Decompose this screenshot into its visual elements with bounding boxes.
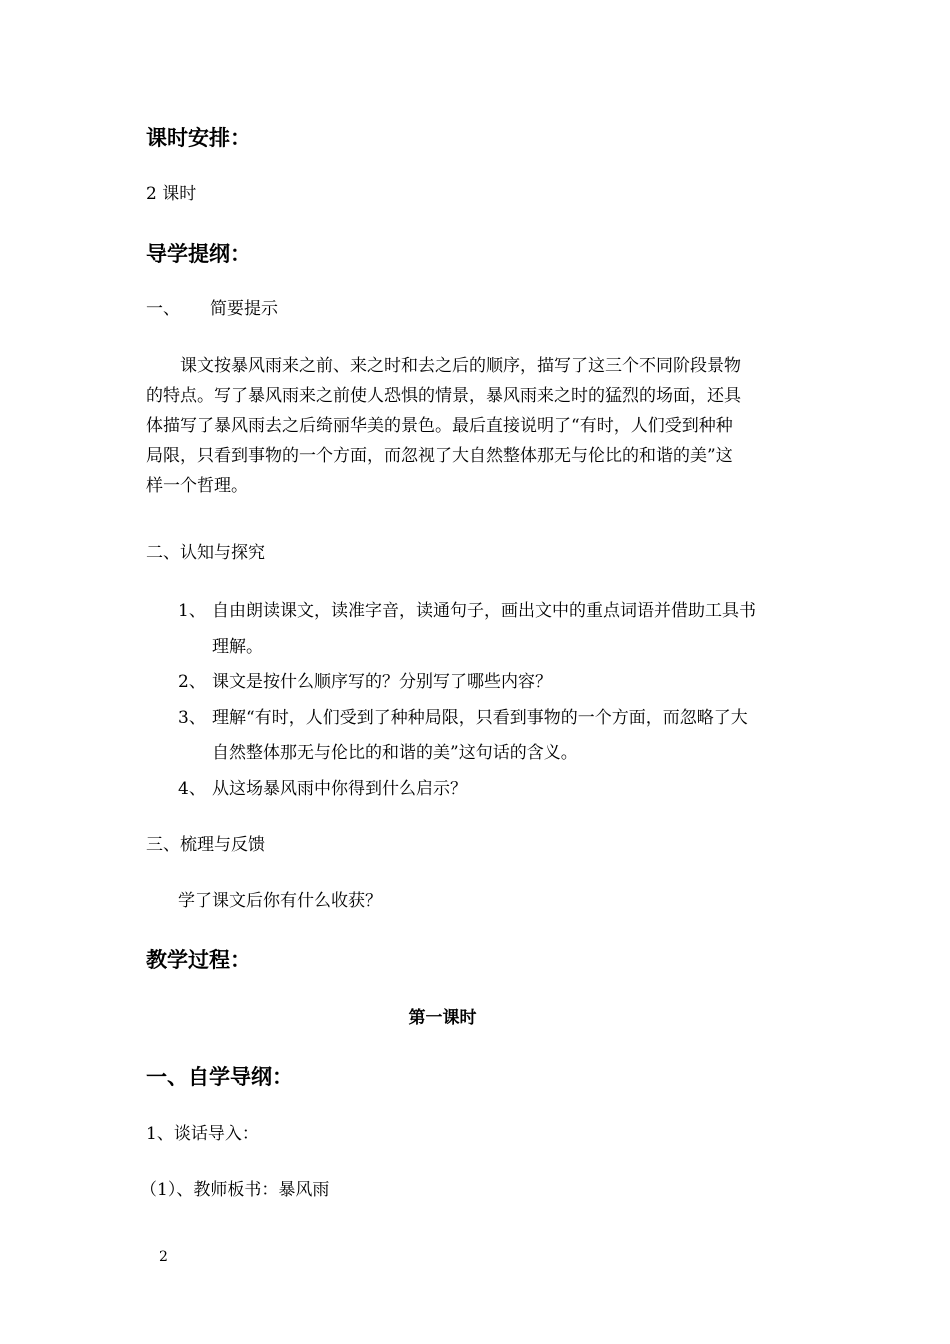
section1-label: 简要提示 <box>210 299 278 319</box>
paragraph-line: 课文按暴风雨来之前、来之时和去之后的顺序，描写了这三个不同阶段景物 <box>180 356 741 376</box>
list-item-3 <box>178 706 748 730</box>
section2-title: 二、认知与探究 <box>146 543 265 563</box>
section3-text: 学了课文后你有什么收获？ <box>178 891 382 911</box>
list-item-2 <box>178 670 552 694</box>
section1-marker: 一、 <box>146 299 180 319</box>
list-item-3-continuation: 自然整体那无与伦比的和谐的美”这句话的含义。 <box>212 743 578 763</box>
schedule-heading: 课时安排： <box>146 126 251 150</box>
section3-title: 三、梳理与反馈 <box>146 835 265 855</box>
paragraph-line: 体描写了暴风雨去之后绮丽华美的景色。最后直接说明了“有时，人们受到种种 <box>146 416 733 436</box>
schedule-value: 2 课时 <box>146 184 197 204</box>
section1-paragraph <box>146 351 816 501</box>
paragraph-line: 样一个哲理。 <box>146 476 248 496</box>
list-text: 自由朗读课文，读准字音，读通句子，画出文中的重点词语并借助工具书 <box>212 601 756 621</box>
guide-heading: 导学提纲： <box>146 242 251 266</box>
list-item-1 <box>178 599 756 623</box>
list-item-1-continuation: 理解。 <box>212 637 263 657</box>
list-number: 3、 <box>178 708 206 728</box>
list-text: 课文是按什么顺序写的？分别写了哪些内容？ <box>212 672 552 692</box>
list-number: 2、 <box>178 672 206 692</box>
talk-intro: 1、谈话导入： <box>146 1124 259 1144</box>
list-text: 理解“有时，人们受到了种种局限，只看到事物的一个方面，而忽略了大 <box>212 708 748 728</box>
paragraph-line: 的特点。写了暴风雨来之前使人恐惧的情景，暴风雨来之时的猛烈的场面，还具 <box>146 386 741 406</box>
board-writing: （1）、教师板书：暴风雨 <box>140 1180 330 1200</box>
list-item-4 <box>178 777 467 801</box>
lesson-title: 第一课时 <box>408 1008 477 1028</box>
section1-title <box>146 297 278 321</box>
list-number: 1、 <box>178 601 206 621</box>
page-number: 2 <box>159 1249 168 1265</box>
list-text: 从这场暴风雨中你得到什么启示？ <box>212 779 467 799</box>
paragraph-line: 局限，只看到事物的一个方面，而忽视了大自然整体那无与伦比的和谐的美”这 <box>146 446 733 466</box>
list-number: 4、 <box>178 779 206 799</box>
process-heading: 教学过程： <box>146 948 251 972</box>
self-study-heading: 一、自学导纲： <box>146 1065 293 1089</box>
